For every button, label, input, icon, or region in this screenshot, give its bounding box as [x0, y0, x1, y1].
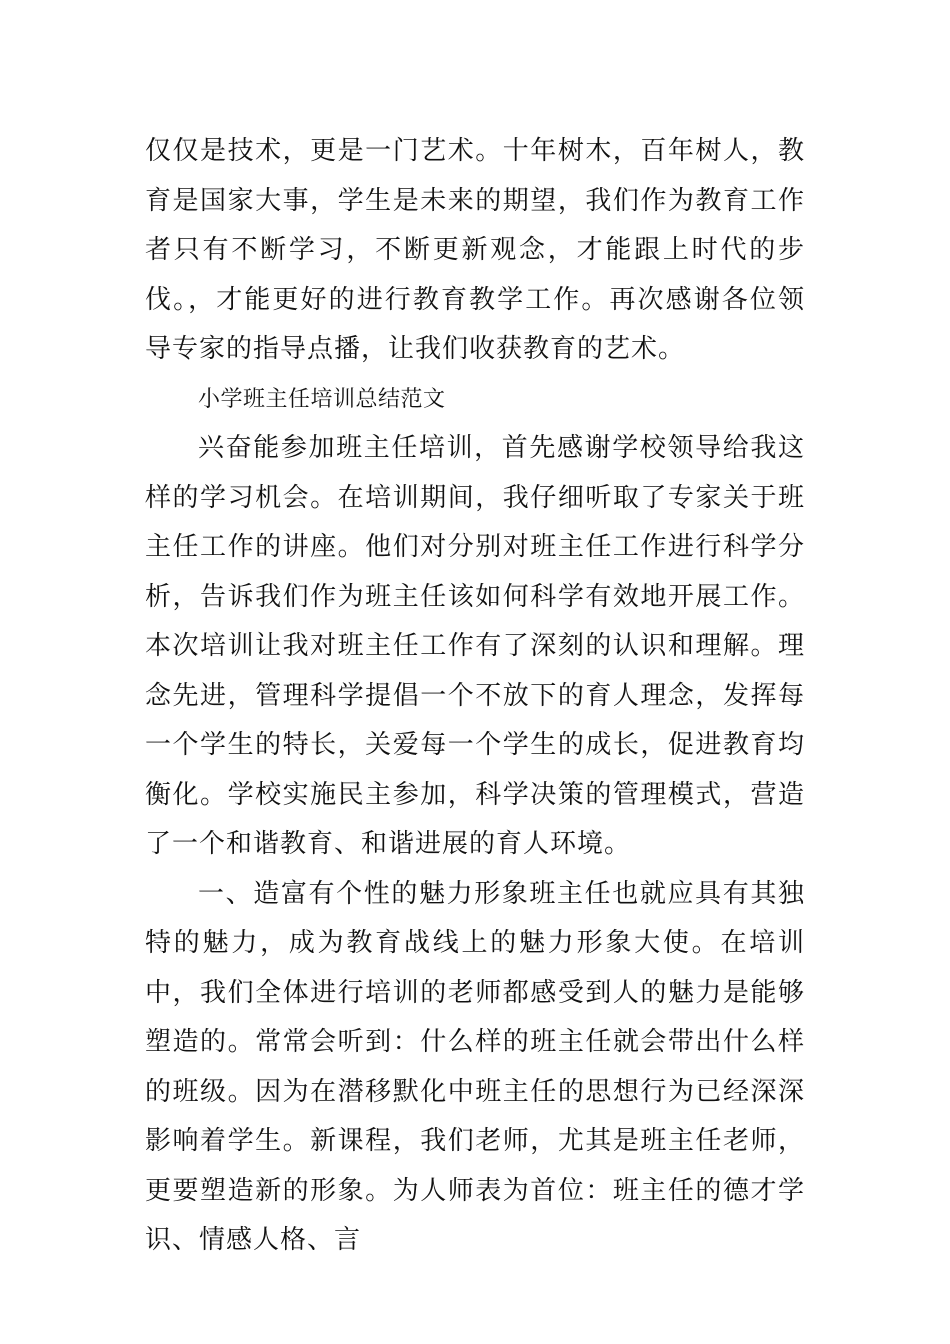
- section-heading: 小学班主任培训总结范文: [198, 386, 446, 412]
- paragraph-body-1: 兴奋能参加班主任培训，首先感谢学校领导给我这样的学习机会。在培训期间，我仔细听取了专家关于班主任工作的讲座。他们对分别对班主任工作进行科学分析，告诉我们作为班主任该如何科学有效地开展工作。本次培训让我对班主任工作有了深刻的认识和理解。理念先进，管理科学提倡一个不放下的育人理念，发挥每一个学生的特长，关爱每一个学生的成长，促进教育均衡化。学校实施民主参加，科学决策的管理模式，营造了一个和谐教育、和谐进展的育人环境。: [145, 433, 805, 859]
- document-page: [145, 127, 805, 1266]
- paragraph-intro-continuation: 仅仅是技术，更是一门艺术。十年树木，百年树人，教育是国家大事，学生是未来的期望，我们作为教育工作者只有不断学习，不断更新观念，才能跟上时代的步伐。，才能更好的进行教育教学工作。再次感谢各位领导专家的指导点播，让我们收获教育的艺术。: [145, 136, 805, 364]
- paragraph-body-2: 一、造富有个性的魅力形象班主任也就应具有其独特的魅力，成为教育战线上的魅力形象大使。在培训中，我们全体进行培训的老师都感受到人的魅力是能够塑造的。常常会听到：什么样的班主任就会带出什么样的班级。因为在潜移默化中班主任的思想行为已经深深影响着学生。新课程，我们老师，尤其是班主任老师，更要塑造新的形象。为人师表为首位：班主任的德才学识、情感人格、言: [145, 878, 805, 1255]
